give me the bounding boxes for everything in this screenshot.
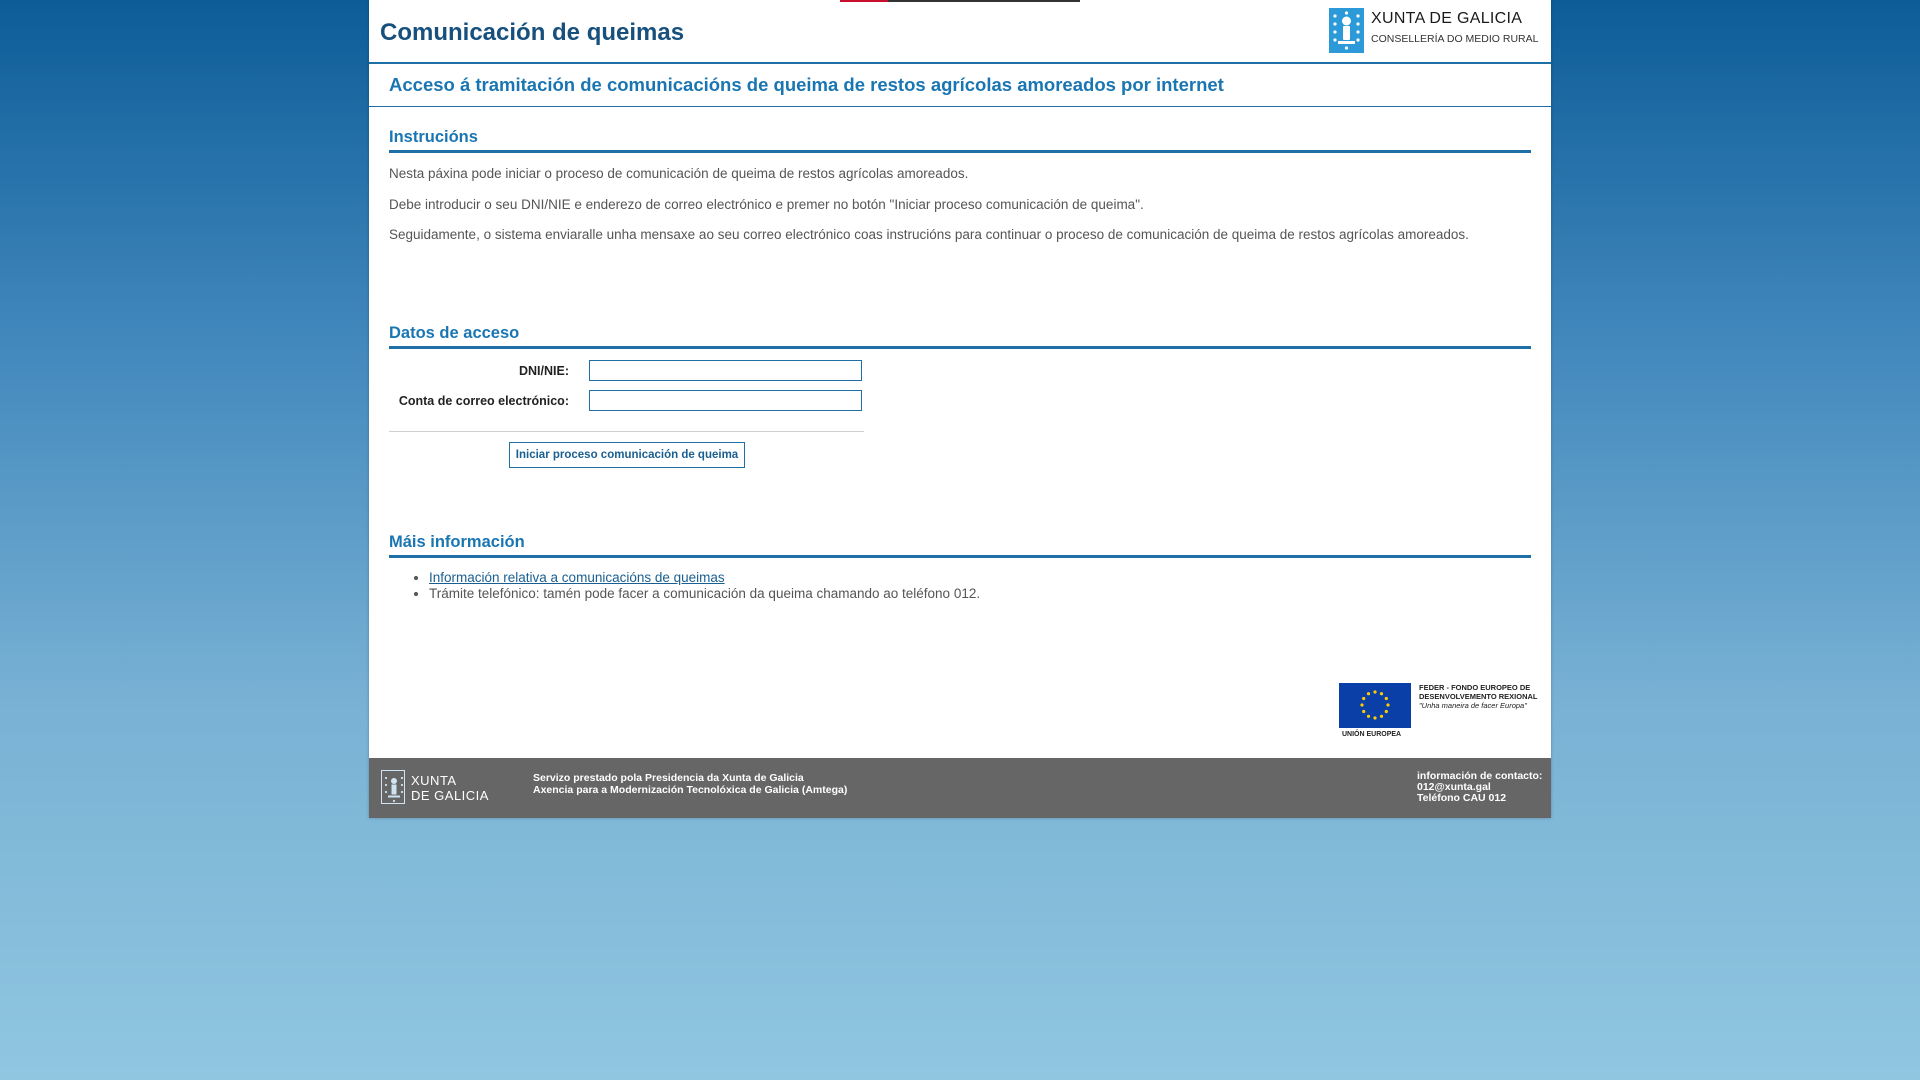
eu-flag-label: UNIÓN EUROPEA — [1342, 731, 1402, 738]
footer-logo-line: DE GALICIA — [411, 788, 489, 803]
footer-xunta-logo[interactable] — [381, 770, 491, 806]
email-label: Conta de correo electrónico: — [398, 394, 569, 408]
more-info-list — [409, 570, 980, 602]
logo-name: XUNTA DE GALICIA — [1371, 10, 1523, 27]
form-divider — [389, 431, 864, 432]
footer-contact-email[interactable]: 012@xunta.gal — [1417, 781, 1491, 793]
instructions-paragraph: Debe introducir o seu DNI/NIE e enderezo de correo electrónico e premer no botón "Iniciar proceso comunicación de queima". — [389, 197, 1144, 212]
instructions-heading: Instrucións — [389, 128, 1531, 153]
eu-flag-icon — [1339, 683, 1411, 728]
access-heading: Datos de acceso — [389, 324, 1531, 349]
xunta-logo[interactable] — [1329, 8, 1544, 56]
feder-line: DESENVOLVEMENTO REXIONAL — [1419, 692, 1538, 701]
subheader — [369, 64, 1551, 107]
dni-label: DNI/NIE: — [519, 364, 569, 378]
page-title: Comunicación de queimas — [380, 19, 685, 46]
feder-slogan: "Unha maneira de facer Europa" — [1419, 701, 1527, 710]
xunta-emblem-icon — [1329, 8, 1364, 53]
feder-line: FEDER - FONDO EUROPEO DE — [1419, 683, 1531, 692]
footer-contact-title: información de contacto: — [1417, 770, 1543, 782]
list-item: • Trámite telefónico: tamén pode facer a comunicación da queima chamando ao teléfono 012. — [429, 586, 980, 602]
info-link[interactable]: Información relativa a comunicacións de queimas — [429, 570, 725, 585]
footer-service-line: Servizo prestado pola Presidencia da Xunta de Galicia — [533, 772, 804, 784]
footer-logo-line: XUNTA — [411, 773, 457, 788]
list-item — [429, 570, 980, 586]
email-input[interactable] — [589, 390, 862, 411]
footer-service-line: Axencia para a Modernización Tecnolóxica de Galicia (Amtega) — [533, 784, 848, 796]
eu-feder-block — [1339, 683, 1551, 741]
more-info-heading: Máis información — [389, 533, 1531, 558]
instructions-paragraph: Nesta páxina pode iniciar o proceso de comunicación de queima de restos agrícolas amoreados. — [389, 166, 969, 181]
footer — [369, 758, 1551, 818]
footer-contact-phone: Teléfono CAU 012 — [1417, 792, 1507, 804]
xunta-emblem-icon — [381, 770, 405, 804]
instructions-paragraph: Seguidamente, o sistema enviaralle unha mensaxe ao seu correo electrónico coas instrucións para continuar o proceso de comunicación de queima de restos agrícolas amoreados. — [389, 227, 1469, 242]
logo-department: CONSELLERÍA DO MEDIO RURAL — [1371, 33, 1539, 45]
header — [369, 0, 1551, 64]
start-process-button[interactable]: Iniciar proceso comunicación de queima — [509, 442, 745, 468]
subheader-title: Acceso á tramitación de comunicacións de queima de restos agrícolas amoreados por internet — [389, 74, 1224, 95]
dni-input[interactable] — [589, 360, 862, 381]
page-container — [369, 0, 1551, 818]
